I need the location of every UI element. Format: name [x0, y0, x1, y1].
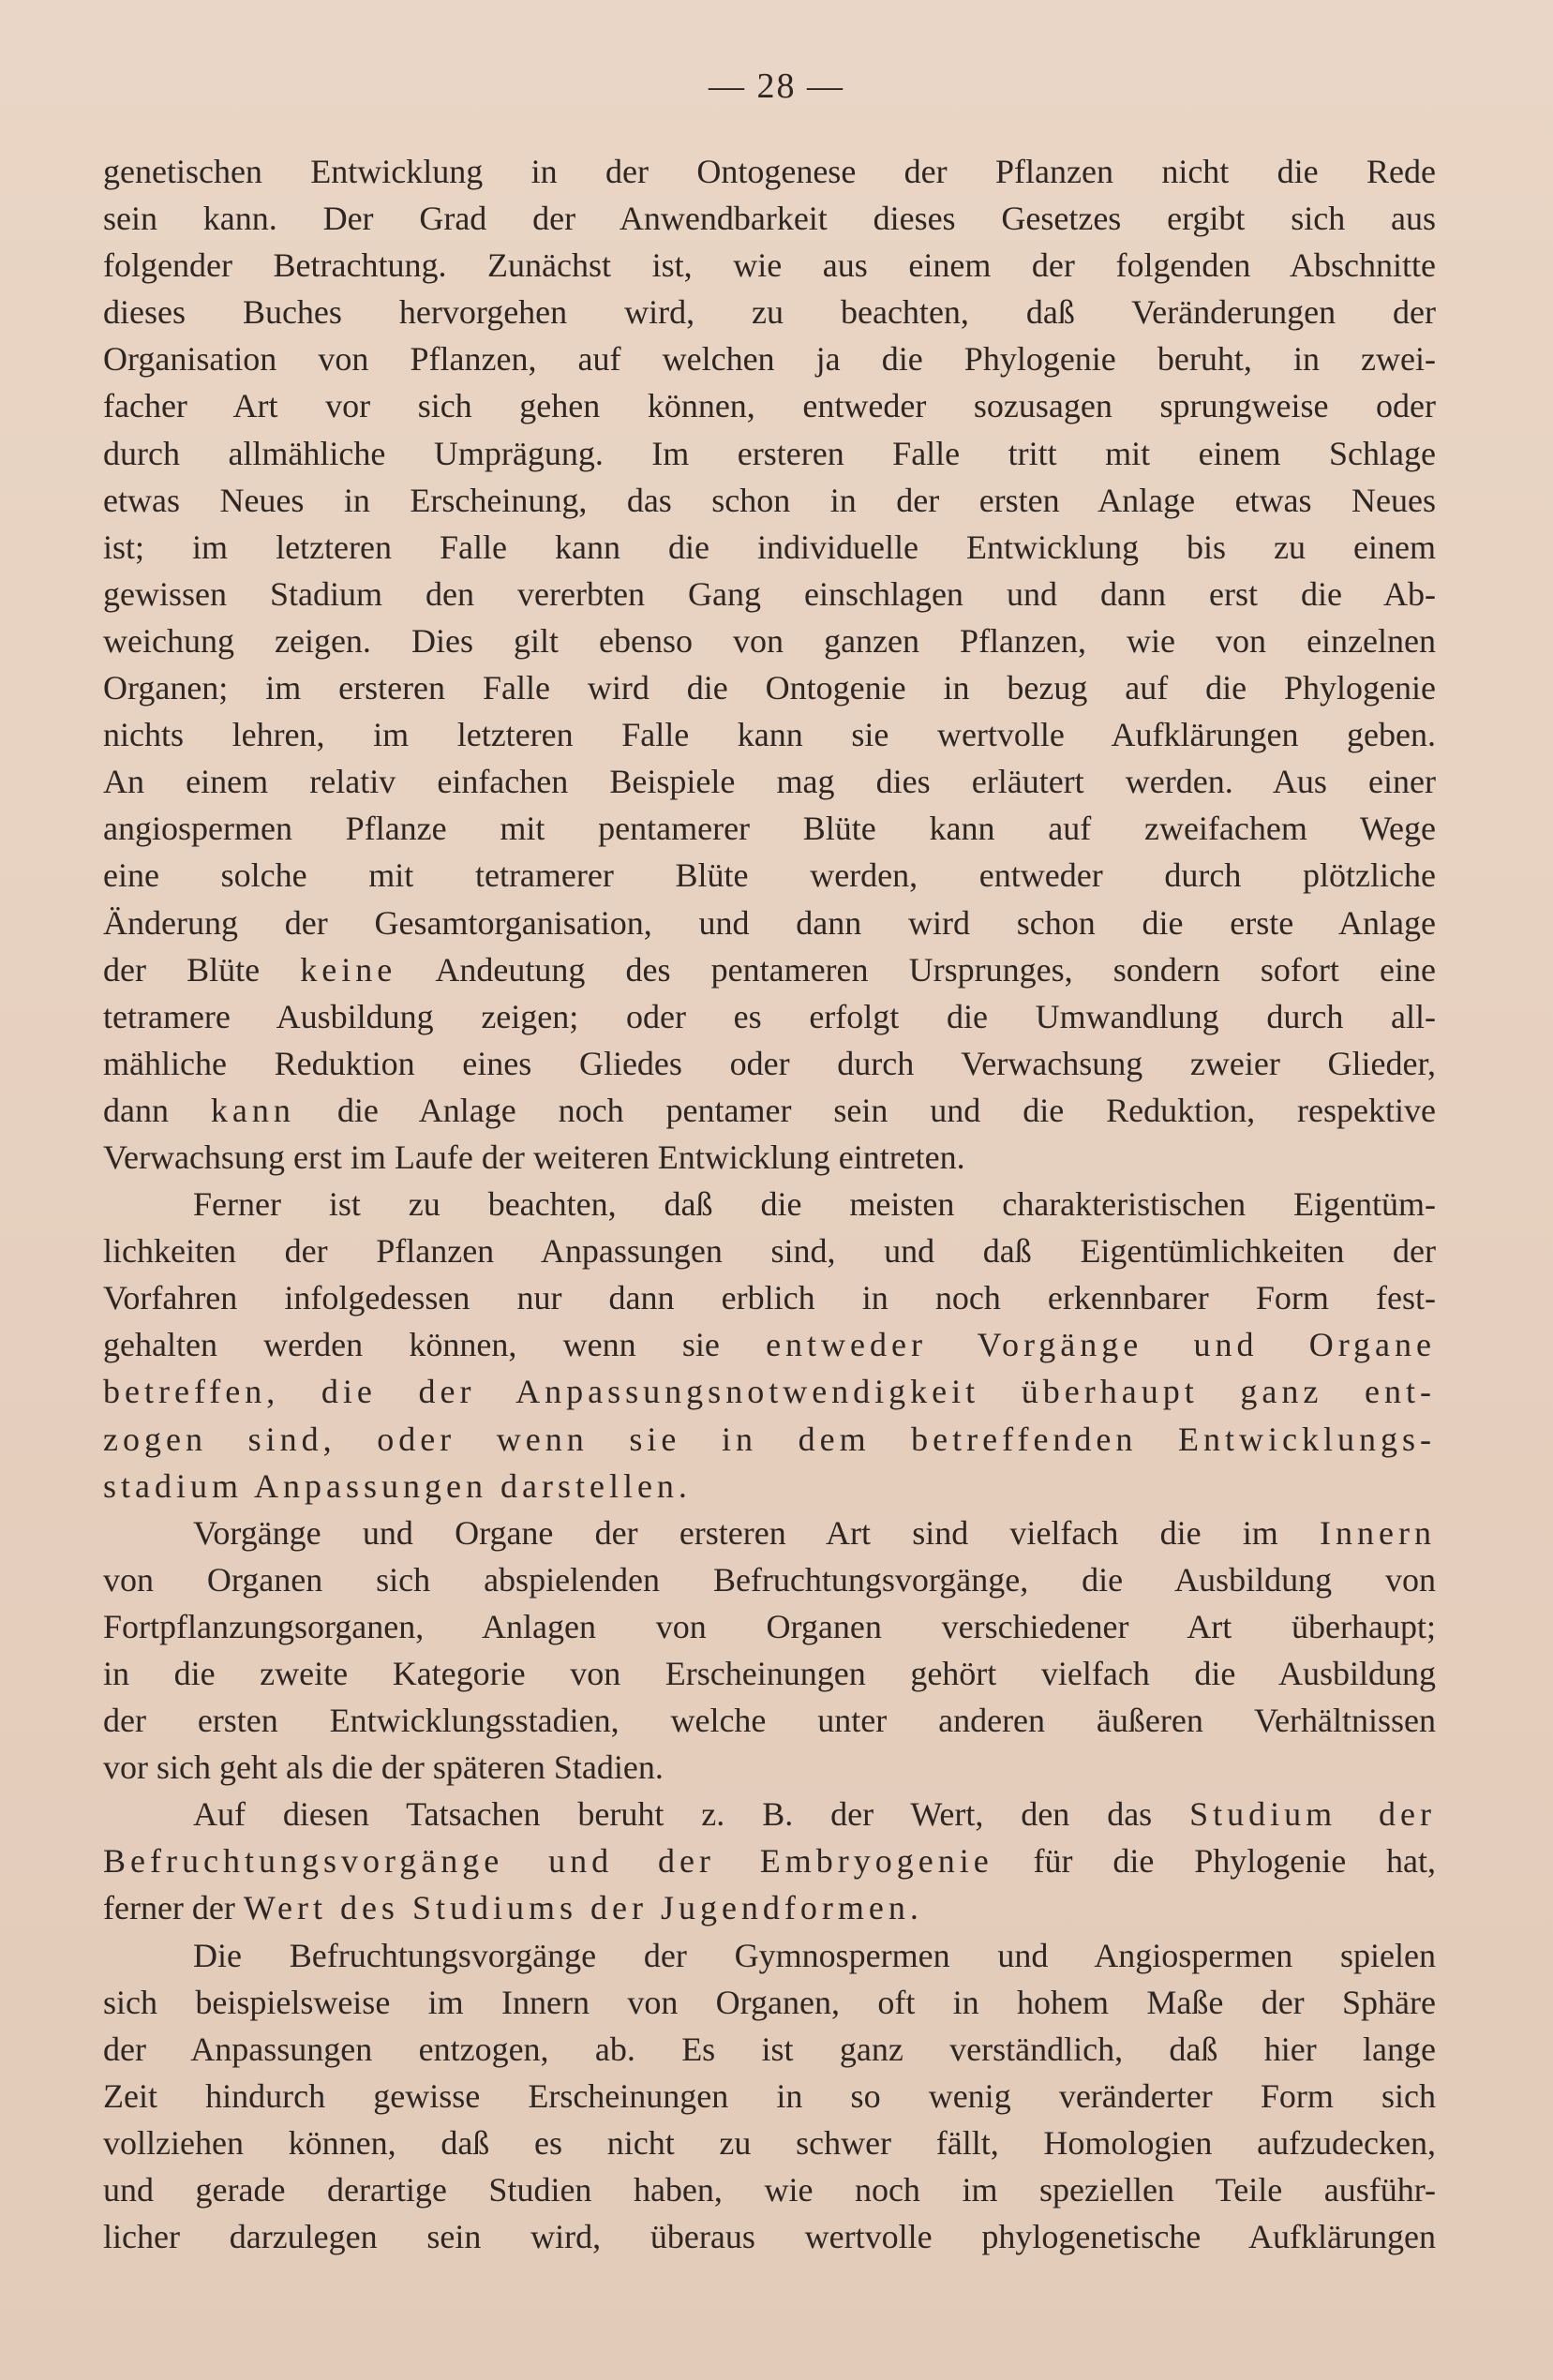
spaced-emphasis: kann: [210, 1091, 295, 1129]
text-line: [103, 2026, 1436, 2073]
text-line: [103, 993, 1436, 1040]
text-segment: An einem relativ einfachen Beispiele mag dies erläutert werden. Aus einer: [103, 763, 1436, 801]
text-segment: Zeit hindurch gewisse Erscheinungen in so wenig veränderter Form sich: [103, 2076, 1436, 2115]
text-segment: Änderung der Gesamtorganisation, und dann wird schon die erste Anlage: [103, 903, 1436, 942]
text-line: [103, 2120, 1436, 2166]
text-line: [103, 430, 1436, 477]
text-line: [103, 2073, 1436, 2120]
text-segment: tetramere Ausbildung zeigen; oder es erfolgt die Umwandlung durch all-: [103, 997, 1436, 1035]
text-segment: licher darzulegen sein wird, überaus wertvolle phylogenetische Aufklärungen: [103, 2218, 1436, 2256]
text-segment: vollziehen können, daß es nicht zu schwer fällt, Homologien aufzudecken,: [103, 2123, 1436, 2162]
text-segment: angiospermen Pflanze mit pentamerer Blüte kann auf zweifachem Wege: [103, 810, 1436, 848]
text-segment: vor sich geht als die der späteren Stadien.: [103, 1748, 664, 1787]
text-line: [103, 711, 1436, 758]
text-segment: lichkeiten der Pflanzen Anpassungen sind, und daß Eigentümlichkeiten der: [103, 1232, 1436, 1271]
text-segment: folgender Betrachtung. Zunächst ist, wie aus einem der folgenden Abschnitte: [103, 246, 1436, 285]
text-line: [103, 1556, 1436, 1603]
spaced-emphasis: Wert des Studiums der Jugendformen.: [243, 1889, 923, 1927]
spaced-emphasis: Innern: [1320, 1513, 1436, 1552]
text-line: [103, 1697, 1436, 1744]
text-segment: weichung zeigen. Dies gilt ebenso von ganzen Pflanzen, wie von einzelnen: [103, 621, 1436, 660]
text-line: [103, 195, 1436, 242]
text-segment: Ferner ist zu beachten, daß die meisten charakteristischen Eigentüm-: [193, 1185, 1436, 1224]
text-line: [103, 946, 1436, 993]
text-line: [103, 1087, 1436, 1134]
text-line: [103, 852, 1436, 899]
text-line: [103, 477, 1436, 524]
text-line: [103, 1181, 1436, 1227]
text-line: [103, 617, 1436, 664]
text-line: [103, 758, 1436, 805]
spaced-emphasis: stadium Anpassungen darstellen.: [103, 1466, 692, 1505]
text-line: [103, 1416, 1436, 1463]
text-segment: Vorfahren infolgedessen nur dann erblich in noch erkennbarer Form fest-: [103, 1279, 1436, 1317]
text-segment: dieses Buches hervorgehen wird, zu beachten, daß Veränderungen der: [103, 293, 1436, 332]
text-line: [103, 1227, 1436, 1274]
spaced-emphasis: Befruchtungsvorgänge und der Embryogenie: [103, 1842, 993, 1881]
text-segment: ferner der: [103, 1889, 244, 1927]
text-segment: gewissen Stadium den vererbten Gang einschlagen und dann erst die Ab-: [103, 574, 1436, 613]
text-line: [103, 1884, 1436, 1931]
text-segment: Andeutung des pentameren Ursprunges, sondern sofort eine: [396, 950, 1436, 989]
text-segment: Verwachsung erst im Laufe der weiteren Entwicklung eintreten.: [103, 1138, 965, 1176]
text-segment: Organen; im ersteren Falle wird die Ontogenie in bezug auf die Phylogenie: [103, 669, 1436, 707]
text-segment: eine solche mit tetramerer Blüte werden, entweder durch plötzliche: [103, 856, 1436, 895]
spaced-emphasis: Studium der: [1189, 1795, 1436, 1834]
text-line: [103, 148, 1436, 195]
text-segment: und gerade derartige Studien haben, wie noch im speziellen Teile ausführ-: [103, 2171, 1436, 2209]
text-segment: gehalten werden können, wenn sie: [103, 1326, 767, 1364]
text-segment: für die Phylogenie hat,: [993, 1842, 1436, 1881]
spaced-emphasis: zogen sind, oder wenn sie in dem betreffenden Entwicklungs-: [103, 1420, 1436, 1458]
spaced-emphasis: betreffen, die der Anpassungsnotwendigkeit überhaupt ganz ent-: [103, 1373, 1436, 1411]
text-segment: in die zweite Kategorie von Erscheinungen gehört vielfach die Ausbildung: [103, 1655, 1436, 1692]
text-segment: etwas Neues in Erscheinung, das schon in der ersten Anlage etwas Neues: [103, 481, 1436, 519]
text-line: [103, 1791, 1436, 1837]
text-line: [103, 1321, 1436, 1368]
page-number: — 28 —: [709, 67, 844, 106]
text-segment: nichts lehren, im letzteren Falle kann sie wertvolle Aufklärungen geben.: [103, 716, 1436, 754]
text-line: [103, 1603, 1436, 1650]
text-line: [103, 1744, 1436, 1791]
text-segment: Fortpflanzungsorganen, Anlagen von Organen verschiedener Art überhaupt;: [103, 1607, 1436, 1645]
text-line: [103, 2213, 1436, 2260]
spaced-emphasis: entweder Vorgänge und Organe: [766, 1326, 1437, 1364]
text-line: [103, 805, 1436, 852]
text-line: [103, 1979, 1436, 2026]
text-line: [103, 382, 1436, 429]
text-segment: durch allmähliche Umprägung. Im ersteren Falle tritt mit einem Schlage: [103, 434, 1436, 472]
text-line: [103, 289, 1436, 335]
text-segment: sich beispielsweise im Innern von Organen, oft in hohem Maße der Sphäre: [103, 1983, 1436, 2021]
text-line: [103, 242, 1436, 289]
text-segment: Auf diesen Tatsachen beruht z. B. der Wert, den das: [193, 1795, 1190, 1834]
text-segment: der Blüte: [103, 950, 301, 989]
text-line: [103, 1463, 1436, 1510]
text-line: [103, 1932, 1436, 1979]
text-line: [103, 1650, 1436, 1697]
text-segment: Die Befruchtungsvorgänge der Gymnospermen und Angiospermen spielen: [193, 1936, 1436, 1974]
text-line: [103, 1510, 1436, 1556]
text-line: [103, 1837, 1436, 1884]
text-line: [103, 571, 1436, 617]
text-line: [103, 664, 1436, 711]
text-segment: von Organen sich abspielenden Befruchtungsvorgänge, die Ausbildung von: [103, 1560, 1436, 1599]
text-line: [103, 2166, 1436, 2213]
text-segment: sein kann. Der Grad der Anwendbarkeit dieses Gesetzes ergibt sich aus: [103, 200, 1436, 238]
text-segment: dann: [103, 1091, 211, 1129]
text-segment: mähliche Reduktion eines Gliedes oder durch Verwachsung zweier Glieder,: [103, 1044, 1436, 1082]
text-segment: Organisation von Pflanzen, auf welchen ja die Phylogenie beruht, in zwei-: [103, 340, 1436, 379]
text-line: [103, 335, 1436, 382]
spaced-emphasis: keine: [300, 950, 397, 989]
body-text: [103, 148, 1436, 2260]
text-segment: genetischen Entwicklung in der Ontogenese der Pflanzen nicht die Rede: [103, 153, 1436, 190]
text-segment: facher Art vor sich gehen können, entweder sozusagen sprungweise oder: [103, 387, 1436, 425]
text-line: [103, 1040, 1436, 1087]
text-segment: die Anlage noch pentamer sein und die Reduktion, respektive: [294, 1091, 1436, 1129]
text-segment: ist; im letzteren Falle kann die individuelle Entwicklung bis zu einem: [103, 528, 1436, 566]
text-line: [103, 1368, 1436, 1415]
text-line: [103, 1274, 1436, 1321]
text-line: [103, 524, 1436, 571]
text-segment: der Anpassungen entzogen, ab. Es ist ganz verständlich, daß hier lange: [103, 2030, 1436, 2068]
text-line: [103, 900, 1436, 946]
text-segment: Vorgänge und Organe der ersteren Art sind vielfach die im: [193, 1513, 1321, 1552]
text-segment: der ersten Entwicklungsstadien, welche unter anderen äußeren Verhältnissen: [103, 1702, 1436, 1740]
text-line: [103, 1134, 1436, 1181]
